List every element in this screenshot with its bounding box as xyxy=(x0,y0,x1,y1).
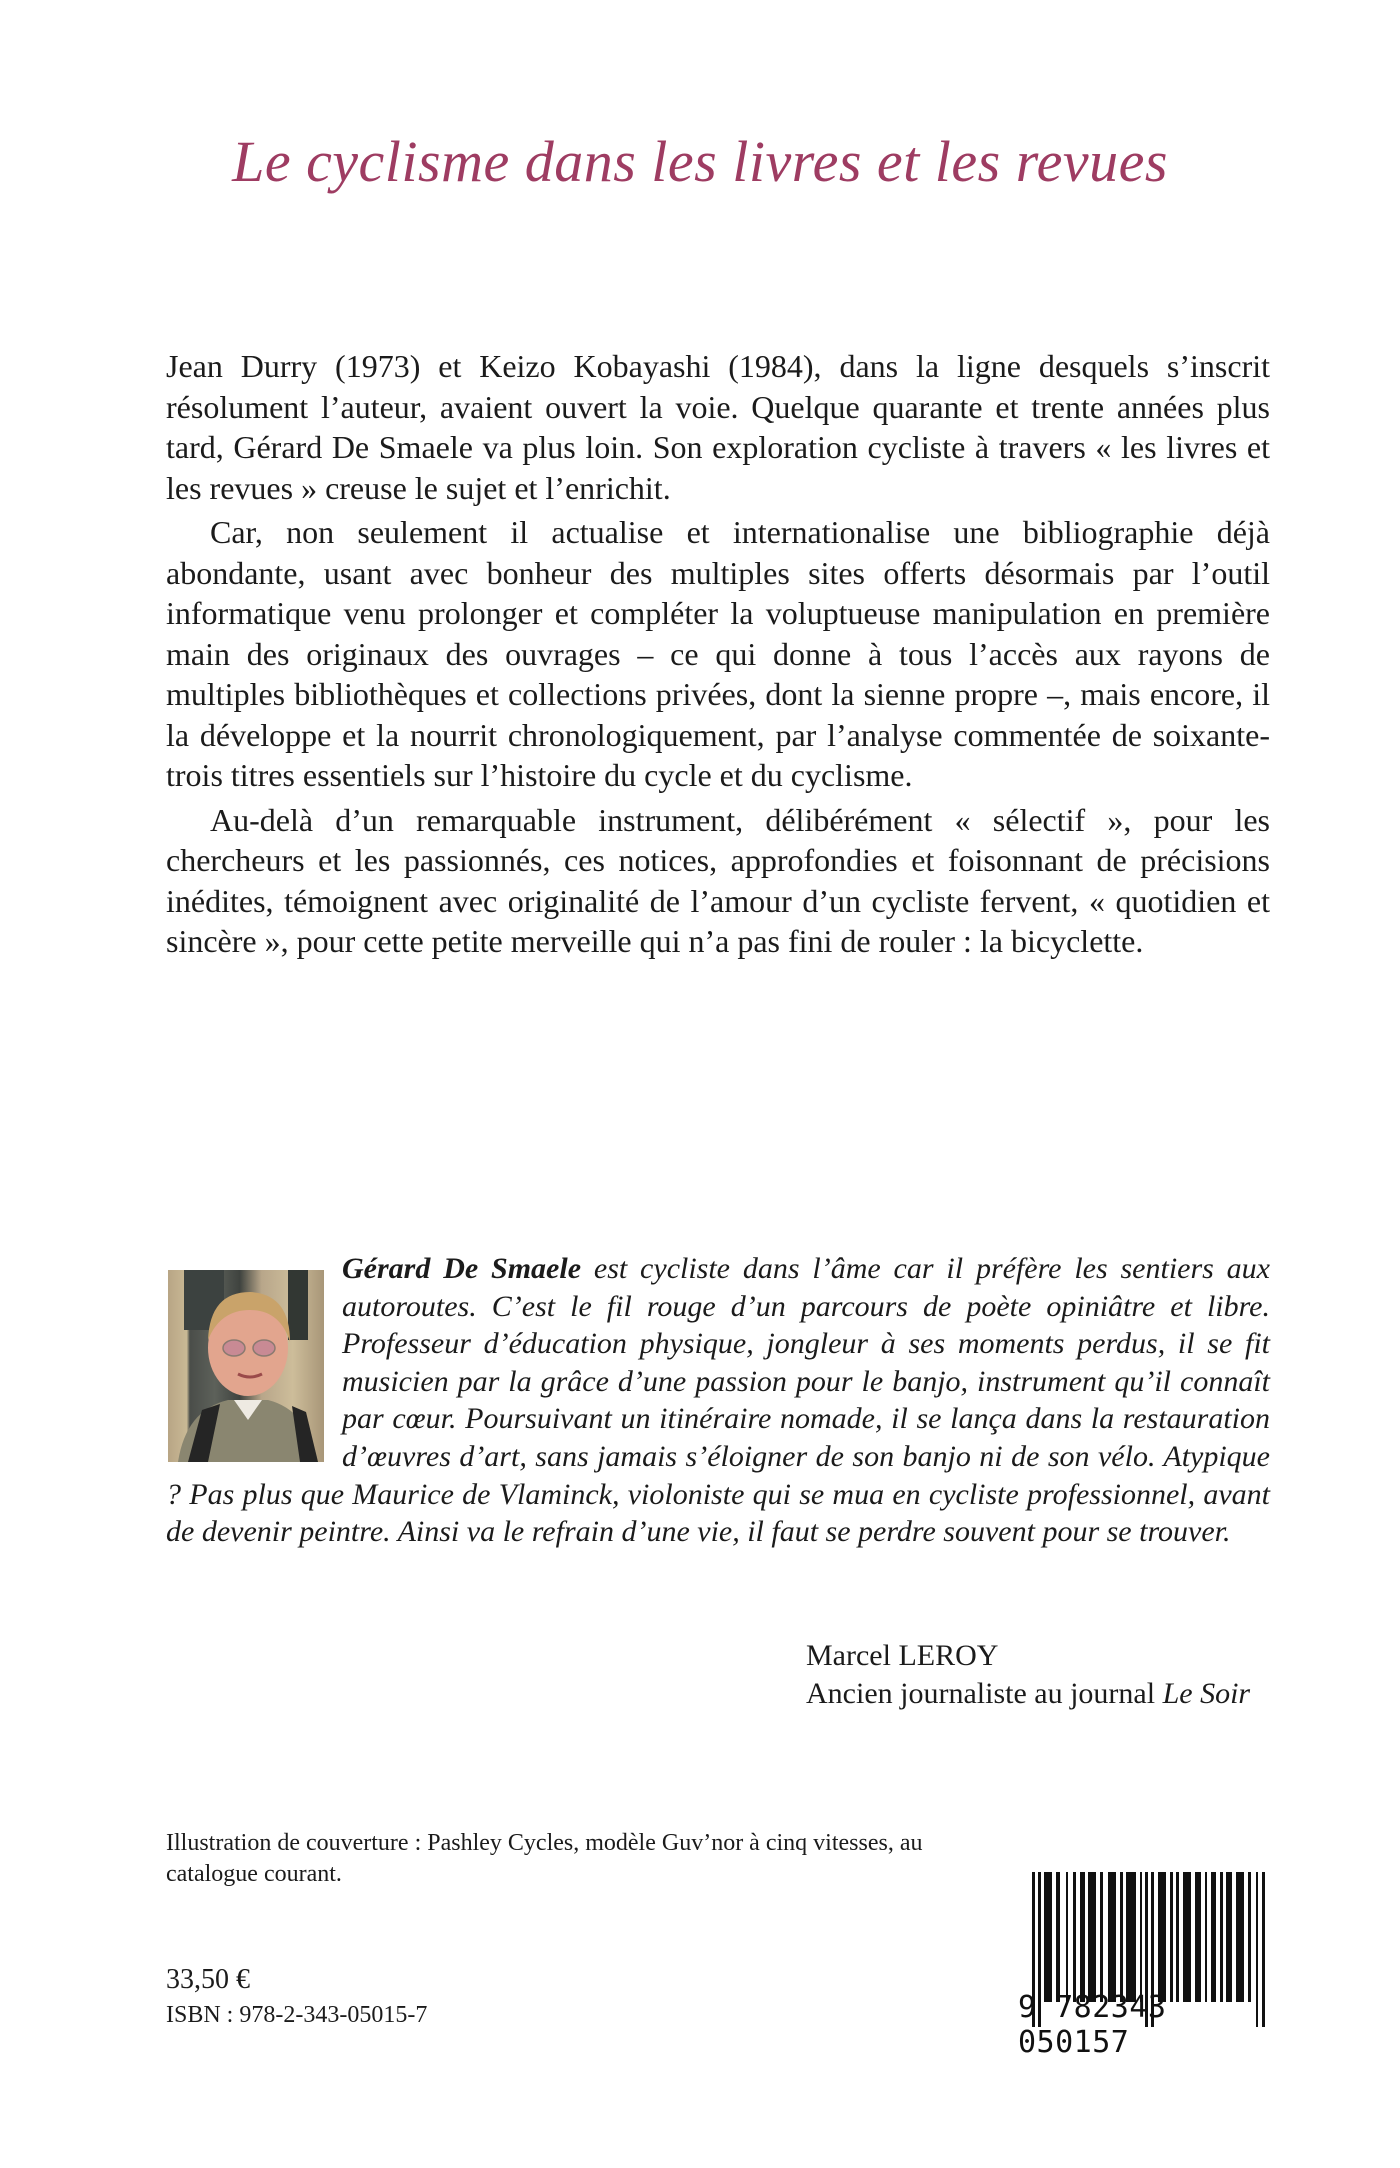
isbn: ISBN : 978-2-343-05015-7 xyxy=(166,2002,428,2028)
portrait-icon xyxy=(168,1270,324,1462)
author-name: Gérard De Smaele xyxy=(342,1252,582,1285)
book-title: Le cyclisme dans les livres et les revues xyxy=(232,129,1168,194)
author-bio xyxy=(166,1250,1270,1551)
cover-illustration-credit: Illustration de couverture : Pashley Cycles, modèle Guv’nor à cinq vitesses, au catalogue courant. xyxy=(166,1830,923,1887)
barcode-number: 9 782343 050157 xyxy=(1018,1990,1167,2060)
price: 33,50 € xyxy=(166,1964,250,1995)
signature-role xyxy=(806,1675,1250,1713)
newspaper-name: Le Soir xyxy=(1162,1677,1251,1710)
blurb-paragraph: Car, non seulement il actualise et internationalise une bibliographie déjà abondante, usant avec bonheur des multiples sites offerts désormais par l’outil informatique venu prolonger et compléter la voluptueuse manipulation en première main des originaux des ouvrages – ce qui donne à tous l’accès aux rayons de multiples bibliothèques et collections privées, dont la sienne propre –, mais encore, il la développe et la nourrit chronologiquement, par l’analyse commentée de soixante-trois titres essentiels sur l’histoire du cycle et du cyclisme. xyxy=(166,514,1270,793)
blurb-body xyxy=(166,346,1270,966)
bio-text: est cycliste dans l’âme car il préfère les sentiers aux autoroutes. C’est le fil rouge d’un parcours de poète opiniâtre et libre. Professeur d’éducation physique, jongleur à ses moments perdus, il se fit musicien par la grâce d’une passion pour le banjo, instrument qu’il connaît par cœur. Poursuivant un itinéraire nomade, il se lança dans la restauration d’œuvres d’art, sans jamais s’éloigner de son banjo ni de son vélo. Atypique ? Pas plus que Maurice de Vlaminck, violoniste qui se mua en cycliste professionnel, avant de devenir peintre. Ainsi va le refrain d’une vie, il faut se perdre souvent pour se trouver. xyxy=(166,1252,1270,1549)
signature xyxy=(806,1637,1250,1713)
blurb-paragraph: Au-delà d’un remarquable instrument, délibérément « sélectif », pour les chercheurs et les passionnés, ces notices, approfondies et foisonnant de précisions inédites, témoignent avec originalité de l’amour d’un cycliste fervent, « quotidien et sincère », pour cette petite merveille qui n’a pas fini de rouler : la bicyclette. xyxy=(166,801,1270,959)
signature-name: Marcel LEROY xyxy=(806,1639,999,1672)
author-photo xyxy=(168,1270,324,1462)
blurb-paragraph: Jean Durry (1973) et Keizo Kobayashi (1984), dans la ligne desquels s’inscrit résolument l’auteur, avaient ouvert la voie. Quelque quarante et trente années plus tard, Gérard De Smaele va plus loin. Son exploration cycliste à travers « les livres et les revues » creuse le sujet et l’enrichit. xyxy=(166,348,1270,506)
signature-role-text: Ancien journaliste au journal xyxy=(806,1677,1163,1710)
